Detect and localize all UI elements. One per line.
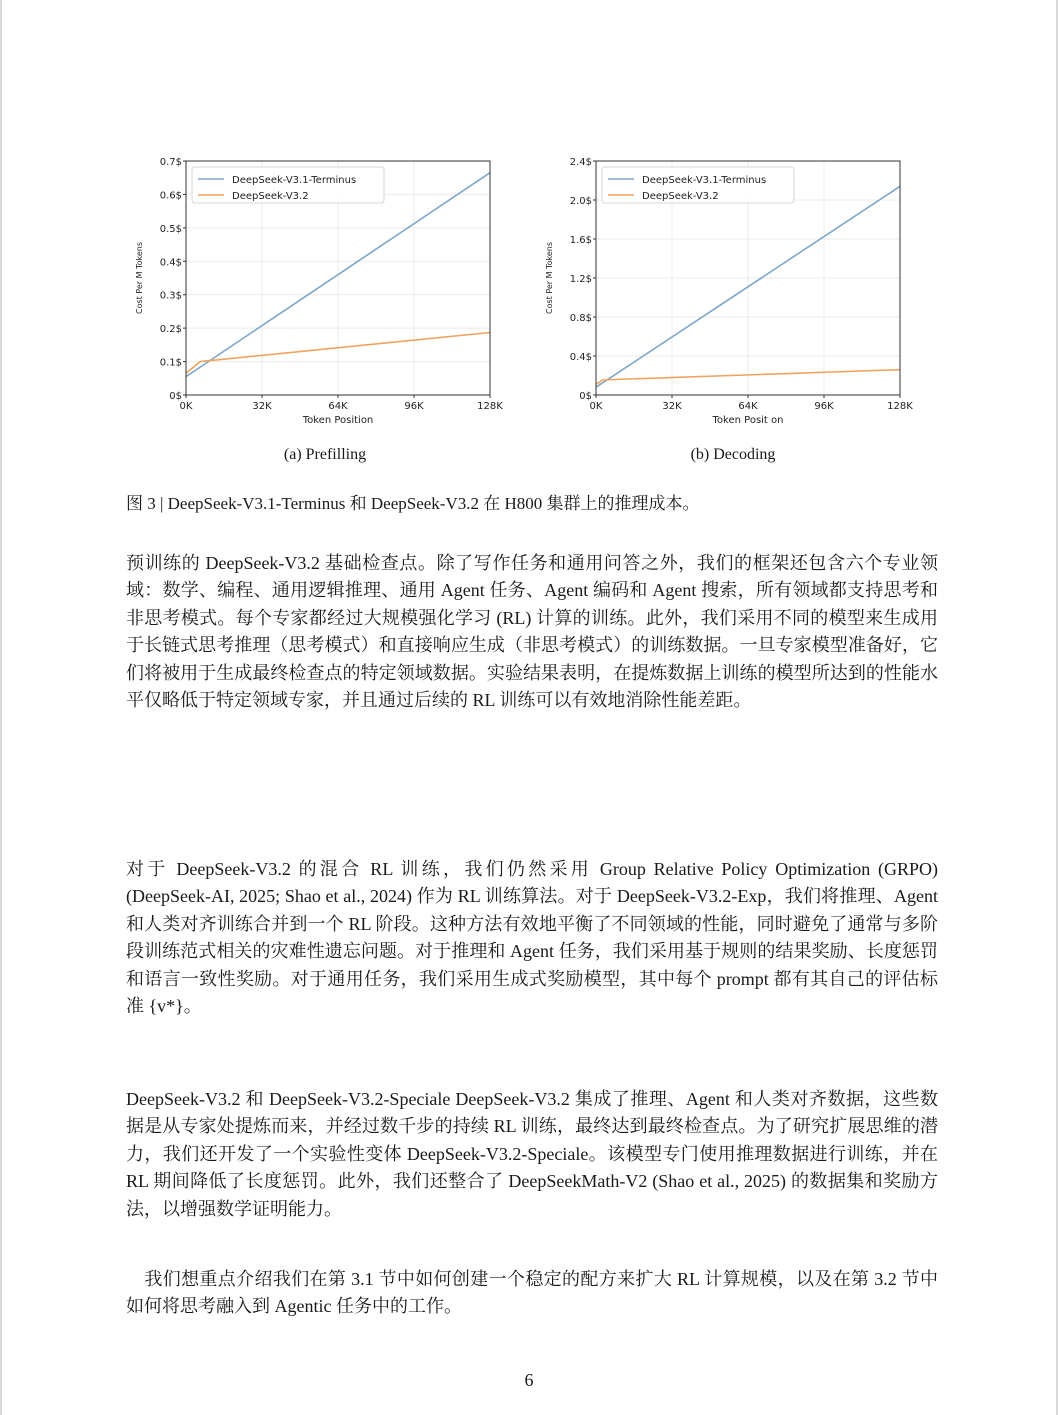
y-tick-label: 2.0$ bbox=[569, 196, 592, 207]
y-tick-label: 2.4$ bbox=[569, 157, 592, 168]
subcaption-prefilling: (a) Prefilling bbox=[283, 446, 367, 463]
y-tick-label: 0.4$ bbox=[159, 257, 182, 269]
paragraph-1: 预训练的 DeepSeek-V3.2 基础检查点。除了写作任务和通用问答之外，我们的框架还包含六个专业领域：数学、编程、通用逻辑推理、通用 Agent 任务、Agent 编码和 Agent 搜索，所有领域都支持思考和非思考模式。每个专家都经过大规模强化学习 (RL) 计算的训练。此外，我们采用不同的模型来生成用于长链式思考推理（思考模式）和直接响应生成（非思考模式）的训练数据。一旦专家模型准备好，它们将被用于生成最终检查点的特定领域数据。实验结果表明，在提炼数据上训练的模型所达到的性能水平仅略低于特定领域专家，并且通过后续的 RL 训练可以有效地消除性能差距。 bbox=[126, 553, 938, 711]
legend-label: DeepSeek-V3.1-Terminus bbox=[642, 175, 767, 186]
y-tick-label: 0.8$ bbox=[569, 313, 592, 324]
page-number: 6 bbox=[524, 1370, 534, 1390]
page-edge-left bbox=[0, 0, 2, 1415]
legend-label: DeepSeek-V3.1-Terminus bbox=[232, 175, 357, 186]
y-axis-label: Cost Per M Tokens bbox=[545, 242, 554, 314]
chart-decoding bbox=[540, 150, 920, 435]
x-tick-label: 64K bbox=[328, 401, 348, 412]
legend bbox=[602, 167, 794, 203]
y-tick-label: 0$ bbox=[579, 391, 592, 402]
chart-prefilling-svg bbox=[130, 150, 510, 430]
x-tick-label: 0K bbox=[589, 401, 603, 412]
figure-caption: 图 3 | DeepSeek-V3.1-Terminus 和 DeepSeek-V3.2 在 H800 集群上的推理成本。 bbox=[126, 494, 700, 513]
paragraph-2: 对于 DeepSeek-V3.2 的混合 RL 训练，我们仍然采用 Group Relative Policy Optimization (GRPO) (DeepSeek-AI, 2025; Shao et al., 2024) 作为 RL 训练算法。对于 DeepSeek-V3.2-Exp，我们将推理、Agent 和人类对齐训练合并到一个 RL 阶段。这种方法有效地平衡了不同领域的性能，同时避免了通常与多阶段训练范式相关的灾难性遗忘问题。对于推理和 Agent 任务，我们采用基于规则的结果奖励、长度惩罚和语言一致性奖励。对于通用任务，我们采用生成式奖励模型，其中每个 prompt 都有其自己的评估标准 {v*}。 bbox=[126, 859, 938, 1017]
legend bbox=[192, 167, 384, 203]
x-tick-label: 96K bbox=[814, 401, 834, 412]
x-tick-label: 32K bbox=[662, 401, 682, 412]
y-tick-label: 0.1$ bbox=[159, 357, 182, 369]
subcaption-decoding: (b) Decoding bbox=[690, 446, 776, 463]
y-tick-label: 1.6$ bbox=[569, 235, 592, 246]
y-tick-label: 0.5$ bbox=[159, 223, 182, 235]
x-tick-label: 96K bbox=[404, 401, 424, 412]
chart-decoding-svg bbox=[540, 150, 920, 430]
y-tick-label: 0.3$ bbox=[159, 290, 182, 302]
y-tick-label: 0.4$ bbox=[569, 352, 592, 363]
x-tick-label: 0K bbox=[179, 401, 193, 412]
y-tick-label: 1.2$ bbox=[569, 274, 592, 285]
x-axis-label: Token Position bbox=[302, 415, 374, 426]
y-tick-label: 0.6$ bbox=[159, 190, 182, 202]
y-axis-label: Cost Per M Tokens bbox=[135, 242, 144, 314]
x-tick-label: 32K bbox=[252, 401, 272, 412]
y-tick-label: 0.2$ bbox=[159, 324, 182, 336]
legend-label: DeepSeek-V3.2 bbox=[642, 191, 719, 202]
x-axis-label: Token Posit on bbox=[712, 415, 784, 426]
chart-prefilling bbox=[130, 150, 510, 435]
paragraph-4: 我们想重点介绍我们在第 3.1 节中如何创建一个稳定的配方来扩大 RL 计算规模，以及在第 3.2 节中如何将思考融入到 Agentic 任务中的工作。 bbox=[126, 1269, 938, 1317]
x-tick-label: 128K bbox=[477, 401, 503, 412]
y-tick-label: 0$ bbox=[169, 391, 182, 402]
y-tick-label: 0.7$ bbox=[159, 157, 182, 168]
x-tick-label: 128K bbox=[887, 401, 913, 412]
paragraph-3: DeepSeek-V3.2 和 DeepSeek-V3.2-Speciale DeepSeek-V3.2 集成了推理、Agent 和人类对齐数据，这些数据是从专家处提炼而来，并经过数千步的持续 RL 训练，最终达到最终检查点。为了研究扩展思维的潜力，我们还开发了一个实验性变体 DeepSeek-V3.2-Speciale。该模型专门使用推理数据进行训练，并在 RL 期间降低了长度惩罚。此外，我们还整合了 DeepSeekMath-V2 (Shao et al., 2025) 的数据集和奖励方法，以增强数学证明能力。 bbox=[126, 1089, 938, 1219]
x-tick-label: 64K bbox=[738, 401, 758, 412]
legend-label: DeepSeek-V3.2 bbox=[232, 191, 309, 202]
